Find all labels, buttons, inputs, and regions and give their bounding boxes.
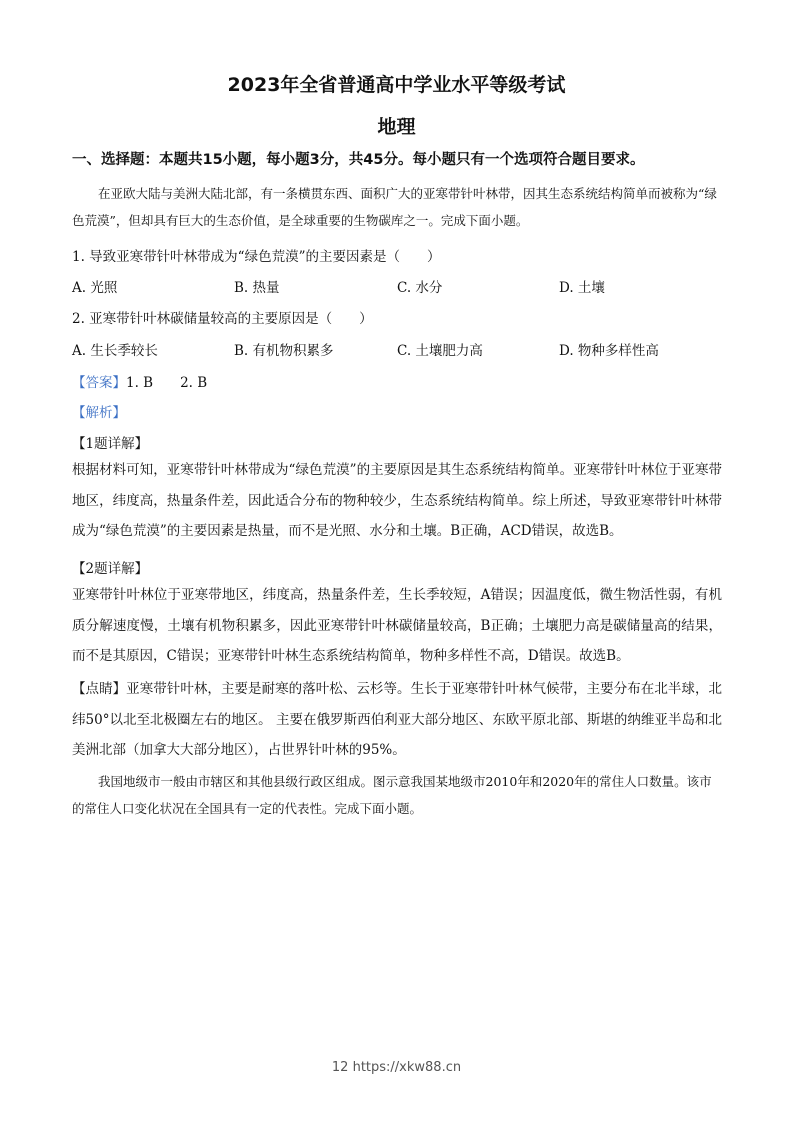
detail-2-text: 亚寒带针叶林位于亚寒带地区，纬度高，热量条件差，生长季较短，A错误；因温度低，微生物活性弱，有机质分解速度慢，土壤有机物积累多，因此亚寒带针叶林碳储量较高，B正确；土壤肥力高是碳储量高的结果，而不是其原因，C错误；亚寒带针叶林生态系统结构简单，物种多样性不高，D错误。故选B。 (72, 587, 722, 664)
passage-1: 在亚欧大陆与美洲大陆北部，有一条横贯东西、面积广大的亚寒带针叶林带，因其生态系统结构简单而被称为“绿色荒漠”，但却具有巨大的生态价值，是全球重要的生物碳库之一。完成下面小题。 (72, 186, 717, 228)
detail-2-label: 【2题详解】 (72, 561, 149, 577)
q1-option-d: D. 土壤 (559, 280, 605, 296)
q1-option-b: B. 热量 (234, 280, 280, 296)
tip-text: 亚寒带针叶林，主要是耐寒的落叶松、云杉等。生长于亚寒带针叶林气候带，主要分布在北半球，北纬50°以北至北极圈左右的地区。 主要在俄罗斯西伯利亚大部分地区、东欧平原北部、斯堪的纳维亚半岛和北美洲北部（加拿大大部分地区），占世界针叶林的95%。 (72, 681, 723, 758)
analysis-label: 【解析】 (72, 405, 126, 421)
answer-text: 1. B 2. B (126, 375, 208, 391)
exam-title: 2023年全省普通高中学业水平等级考试 (227, 74, 566, 96)
q2-option-b: B. 有机物积累多 (234, 343, 334, 359)
section-heading: 一、选择题：本题共15小题，每小题3分，共45分。每小题只有一个选项符合题目要求。 (72, 152, 645, 168)
detail-1-text: 根据材料可知，亚寒带针叶林带成为“绿色荒漠”的主要原因是其生态系统结构简单。亚寒带针叶林位于亚寒带地区，纬度高，热量条件差，因此适合分布的物种较少，生态系统结构简单。综上所述，导致亚寒带针叶林带成为“绿色荒漠”的主要因素是热量，而不是光照、水分和土壤。B正确，ACD错误，故选B。 (72, 462, 722, 539)
answer-label: 【答案】 (72, 375, 126, 391)
q2-option-c: C. 土壤肥力高 (397, 343, 483, 359)
tip-block (72, 674, 722, 766)
tip-label: 【点睛】 (72, 681, 127, 697)
subject-title: 地理 (377, 116, 416, 138)
question-2-stem: 2. 亚寒带针叶林碳储量较高的主要原因是（ ） (72, 311, 373, 327)
page-footer: 12 https://xkw88.cn (331, 1060, 462, 1075)
question-1-stem: 1. 导致亚寒带针叶林带成为“绿色荒漠”的主要因素是（ ） (72, 249, 441, 265)
q1-option-c: C. 水分 (397, 280, 443, 296)
detail-1-label: 【1题详解】 (72, 436, 149, 452)
q1-option-a: A. 光照 (72, 280, 118, 296)
q2-option-a: A. 生长季较长 (72, 343, 158, 359)
q2-option-d: D. 物种多样性高 (559, 343, 659, 359)
passage-2: 我国地级市一般由市辖区和其他县级行政区组成。图示意我国某地级市2010年和2020年的常住人口数量。该市的常住人口变化状况在全国具有一定的代表性。完成下面小题。 (72, 774, 712, 816)
answer-line (72, 371, 207, 391)
